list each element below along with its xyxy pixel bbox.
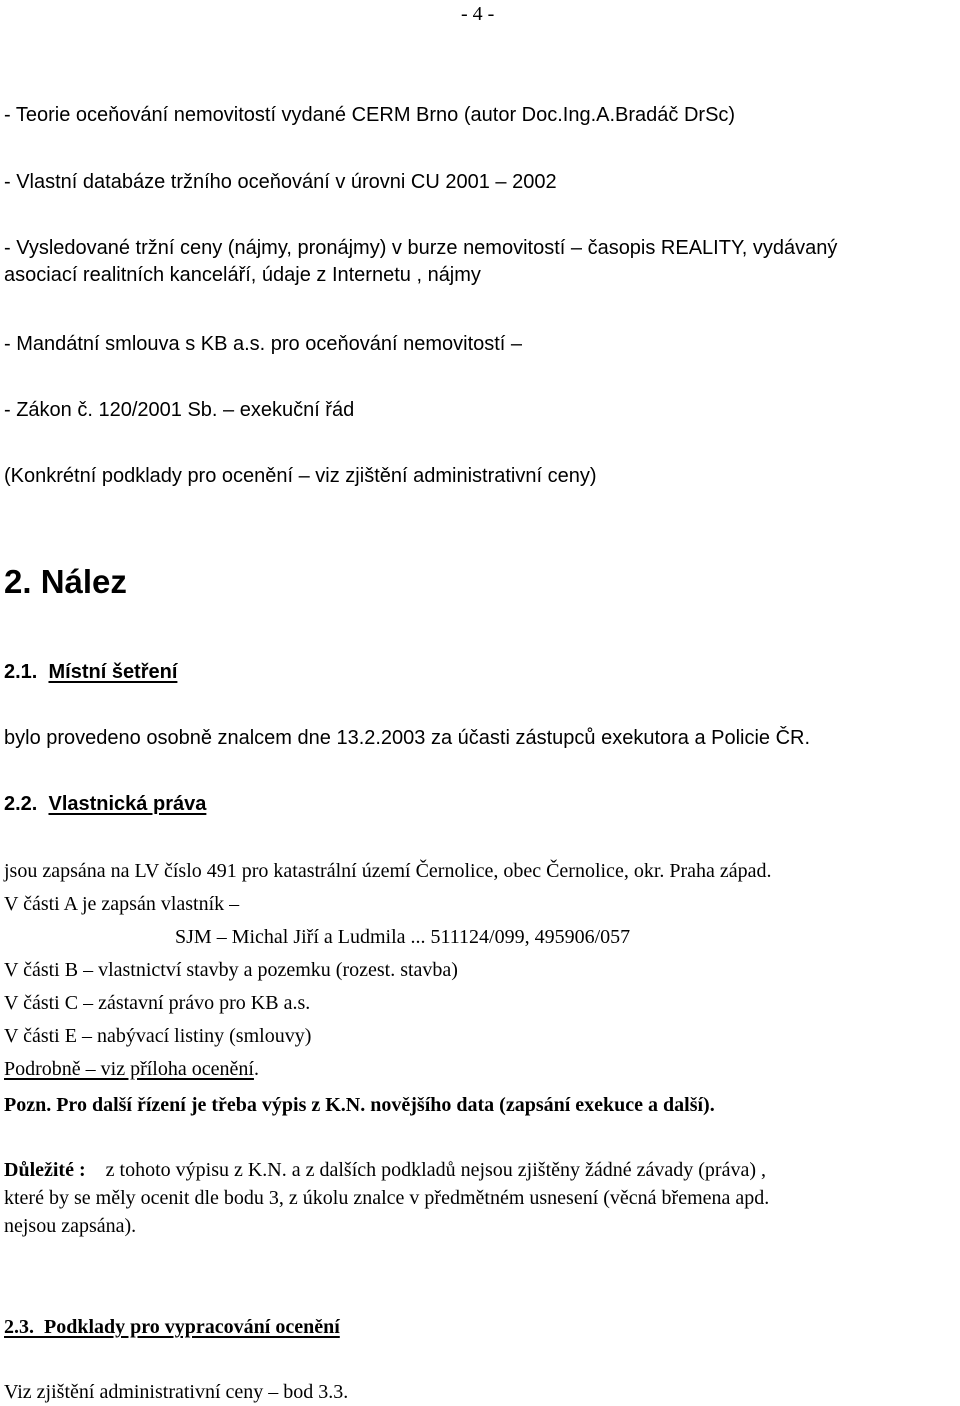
ownership-line-part-b: V části B – vlastnictví stavby a pozemku (rozest. stavba) [4,959,458,981]
pozn-note [4,1095,715,1115]
section-heading-nalez: 2. Nález [4,563,127,600]
dulezite-line-3: nejsou zapsána). [4,1215,137,1237]
subsection-title: Vlastnická práva [48,793,207,815]
pozn-label: Pozn. [4,1094,52,1116]
subsection-heading-2-2 [4,794,206,814]
source-line-mandate: - Mandátní smlouva s KB a.s. pro oceňování nemovitostí – [4,333,523,355]
subsection-number: 2.2. [4,793,38,815]
subsection-number: 2.3. [4,1316,34,1338]
podklady-text: Viz zjištění administrativní ceny – bod 3.3. [4,1381,349,1403]
subsection-heading-2-3 [4,1317,340,1337]
source-line-cerm: - Teorie oceňování nemovitostí vydané CERM Brno (autor Doc.Ing.A.Bradáč DrSc) [4,104,736,126]
subsection-title: Místní šetření [48,661,178,683]
source-line-market-prices-cont: asociací realitních kanceláří, údaje z Internetu , nájmy [4,264,481,286]
ownership-line-part-a: V části A je zapsán vlastník – [4,893,240,915]
pozn-text: Pro další řízení je třeba výpis z K.N. novějšího data (zapsání exekuce a další). [51,1094,715,1116]
ownership-line-part-e: V části E – nabývací listiny (smlouvy) [4,1025,312,1047]
details-reference: Podrobně – viz příloha ocenění [4,1058,254,1080]
ownership-line-lv: jsou zapsána na LV číslo 491 pro katastrální území Černolice, obec Černolice, okr. Praha západ. [4,860,772,882]
source-line-database: - Vlastní databáze tržního oceňování v úrovni CU 2001 – 2002 [4,171,557,193]
source-line-market-prices: - Vysledované tržní ceny (nájmy, pronájmy) v burze nemovitostí – časopis REALITY, vydávaný [4,237,838,259]
ownership-line-part-c: V části C – zástavní právo pro KB a.s. [4,992,311,1014]
subsection-number: 2.1. [4,661,38,683]
dulezite-label: Důležité : [4,1159,86,1181]
source-line-note: (Konkrétní podklady pro ocenění – viz zjištění administrativní ceny) [4,465,597,487]
inspection-text: bylo provedeno osobně znalcem dne 13.2.2003 za účasti zástupců exekutora a Policie ČR. [4,727,811,749]
dulezite-line-1: Důležité : z tohoto výpisu z K.N. a z dalších podkladů nejsou zjištěny žádné závady (práva) , [4,1159,766,1181]
source-line-law: - Zákon č. 120/2001 Sb. – exekuční řád [4,399,355,421]
dulezite-line-2: které by se měly ocenit dle bodu 3, z úkolu znalce v předmětném usnesení (věcná břemena apd. [4,1187,770,1209]
ownership-line-details: Podrobně – viz příloha ocenění. [4,1058,259,1080]
subsection-title: Podklady pro vypracování ocenění [44,1316,340,1338]
page-number: - 4 - [461,3,495,25]
subsection-heading-2-1 [4,662,177,682]
ownership-line-owners: SJM – Michal Jiří a Ludmila ... 511124/099, 495906/057 [175,926,631,948]
